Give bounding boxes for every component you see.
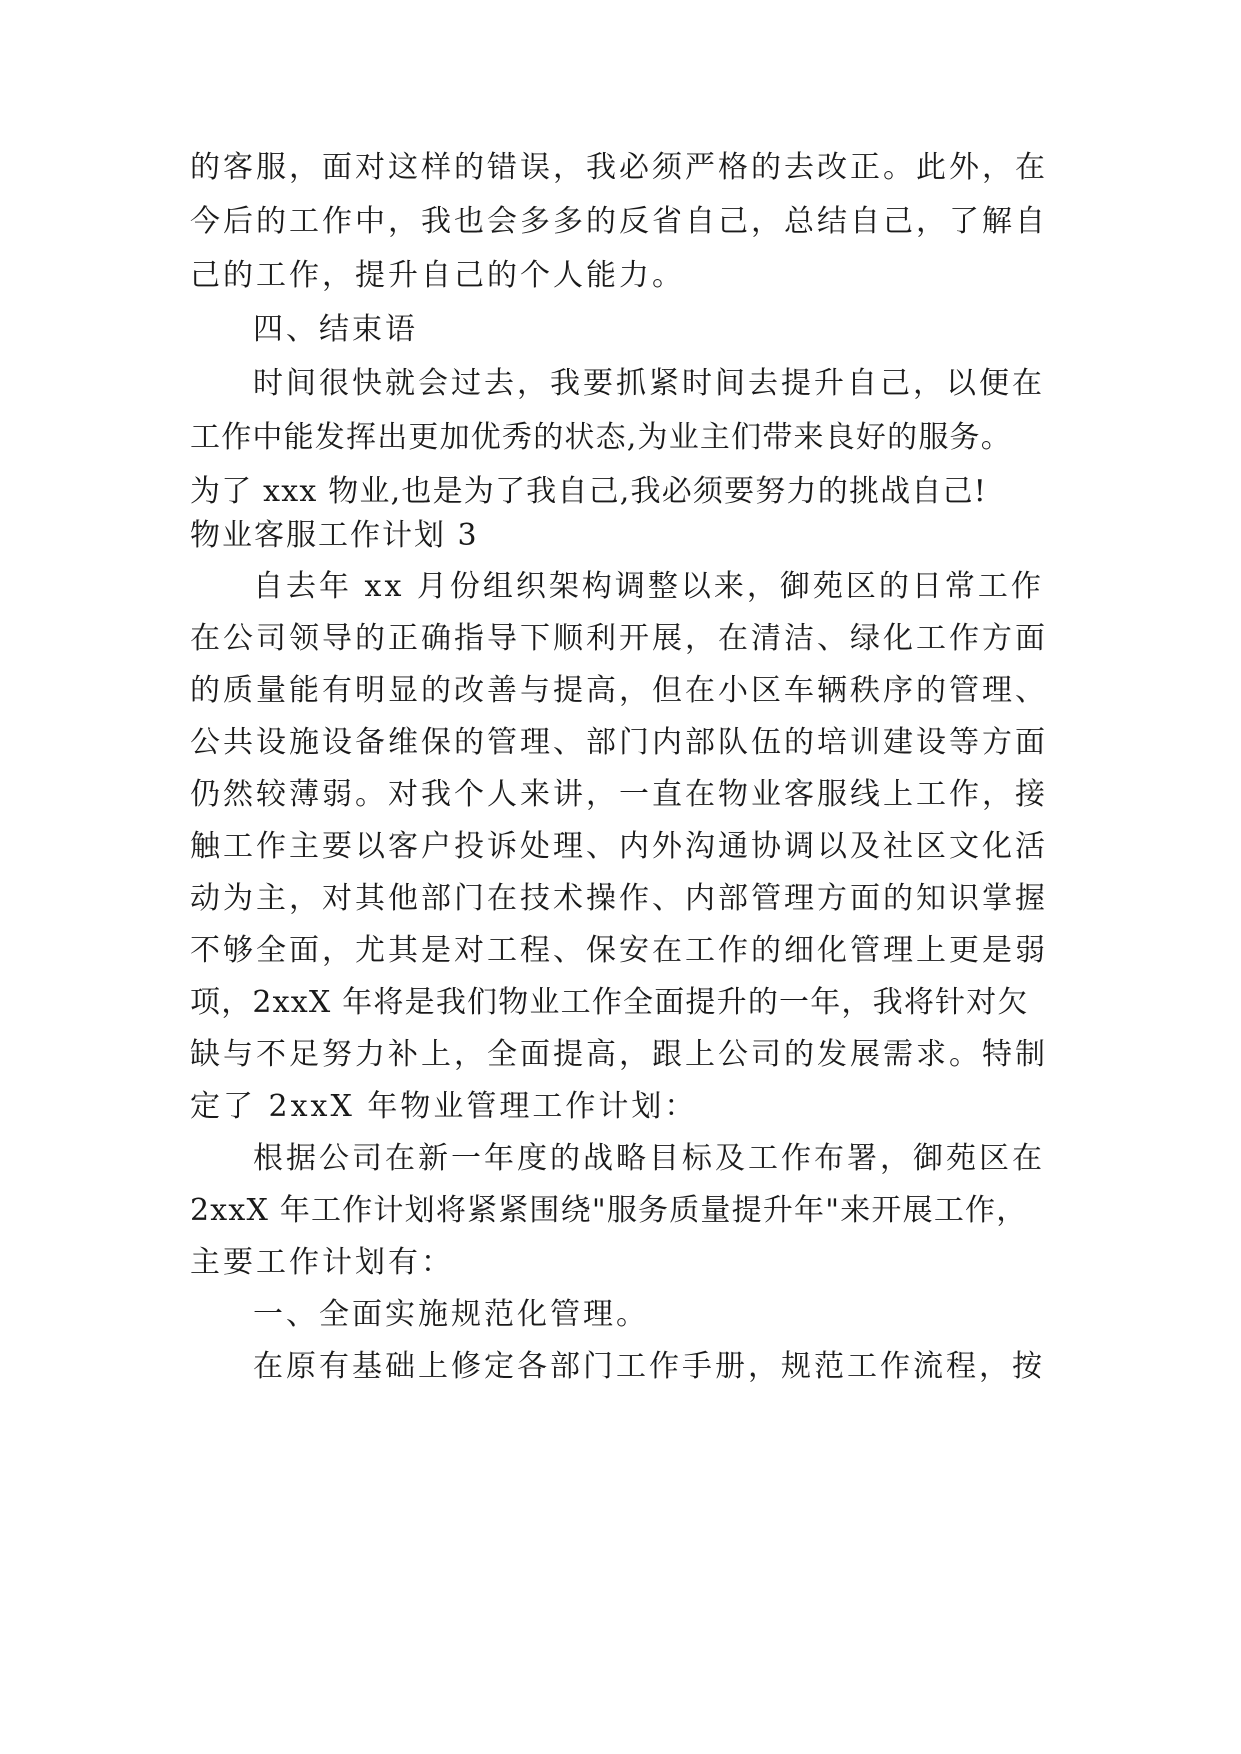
paragraph-line: 触工作主要以客户投诉处理、内外沟通协调以及社区文化活 bbox=[190, 829, 1048, 864]
paragraph-line: 动为主，对其他部门在技术操作、内部管理方面的知识掌握 bbox=[190, 881, 1048, 916]
section-heading: 四、结束语 bbox=[253, 312, 418, 347]
paragraph-line: 2xxX 年工作计划将紧紧围绕"服务质量提升年"来开展工作， bbox=[190, 1193, 1028, 1228]
paragraph-line: 今后的工作中，我也会多多的反省自己，总结自己，了解自 bbox=[190, 204, 1048, 239]
paragraph-line: 的客服，面对这样的错误，我必须严格的去改正。此外，在 bbox=[190, 150, 1048, 185]
paragraph-line: 时间很快就会过去，我要抓紧时间去提升自己，以便在 bbox=[253, 366, 1045, 401]
paragraph-line: 定了 2xxX 年物业管理工作计划： bbox=[190, 1089, 698, 1124]
paragraph-line: 的质量能有明显的改善与提高，但在小区车辆秩序的管理、 bbox=[190, 673, 1048, 708]
paragraph-line: 公共设施设备维保的管理、部门内部队伍的培训建设等方面 bbox=[190, 725, 1048, 760]
paragraph-line: 为了 xxx 物业,也是为了我自己,我必须要努力的挑战自己! bbox=[190, 474, 987, 509]
section-title: 物业客服工作计划 3 bbox=[190, 518, 479, 553]
paragraph-line: 缺与不足努力补上，全面提高，跟上公司的发展需求。特制 bbox=[190, 1037, 1048, 1072]
section-heading: 一、全面实施规范化管理。 bbox=[253, 1297, 649, 1332]
paragraph-line: 在公司领导的正确指导下顺利开展，在清洁、绿化工作方面 bbox=[190, 621, 1048, 656]
paragraph-line: 己的工作，提升自己的个人能力。 bbox=[190, 258, 685, 293]
paragraph-line: 仍然较薄弱。对我个人来讲，一直在物业客服线上工作，接 bbox=[190, 777, 1048, 812]
paragraph-line: 主要工作计划有： bbox=[190, 1245, 454, 1280]
paragraph-line: 根据公司在新一年度的战略目标及工作布署，御苑区在 bbox=[253, 1141, 1045, 1176]
paragraph-line: 在原有基础上修定各部门工作手册，规范工作流程，按 bbox=[253, 1349, 1045, 1384]
paragraph-line: 不够全面，尤其是对工程、保安在工作的细化管理上更是弱 bbox=[190, 933, 1048, 968]
paragraph-line: 项，2xxX 年将是我们物业工作全面提升的一年，我将针对欠 bbox=[190, 985, 1029, 1020]
paragraph-line: 工作中能发挥出更加优秀的状态,为业主们带来良好的服务。 bbox=[190, 420, 1012, 455]
paragraph-line: 自去年 xx 月份组织架构调整以来，御苑区的日常工作 bbox=[253, 569, 1044, 604]
